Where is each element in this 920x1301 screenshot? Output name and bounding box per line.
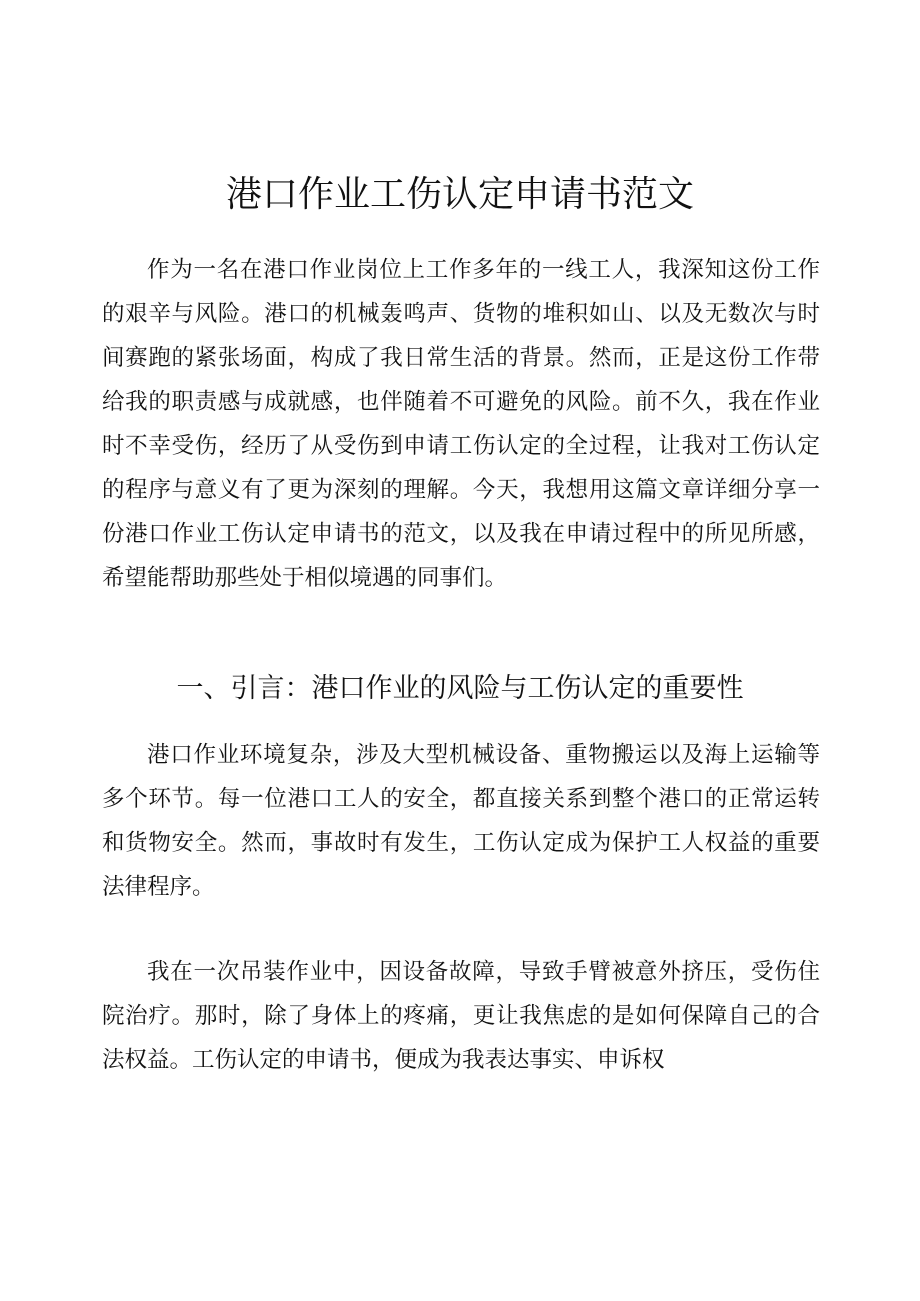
document-title: 港口作业工伤认定申请书范文	[225, 174, 694, 215]
section-paragraph: 港口作业环境复杂，涉及大型机械设备、重物搬运以及海上运输等多个环节。每一位港口工人的安全，都直接关系到整个港口的正常运转和货物安全。然而，事故时有发生，工伤认定成为保护工人权益的重要法律程序。	[102, 742, 820, 900]
section-paragraph: 我在一次吊装作业中，因设备故障，导致手臂被意外挤压，受伤住院治疗。那时，除了身体上的疼痛，更让我焦虑的是如何保障自己的合法权益。工伤认定的申请书，便成为我表达事实、申诉权	[102, 959, 820, 1073]
intro-paragraph: 作为一名在港口作业岗位上工作多年的一线工人，我深知这份工作的艰辛与风险。港口的机械轰鸣声、货物的堆积如山、以及无数次与时间赛跑的紧张场面，构成了我日常生活的背景。然而，正是这份工作带给我的职责感与成就感，也伴随着不可避免的风险。前不久，我在作业时不幸受伤，经历了从受伤到申请工伤认定的全过程，让我对工伤认定的程序与意义有了更为深刻的理解。今天，我想用这篇文章详细分享一份港口作业工伤认定申请书的范文，以及我在申请过程中的所见所感，希望能帮助那些处于相似境遇的同事们。	[102, 257, 820, 591]
section-heading: 一、引言：港口作业的风险与工伤认定的重要性	[176, 673, 744, 704]
